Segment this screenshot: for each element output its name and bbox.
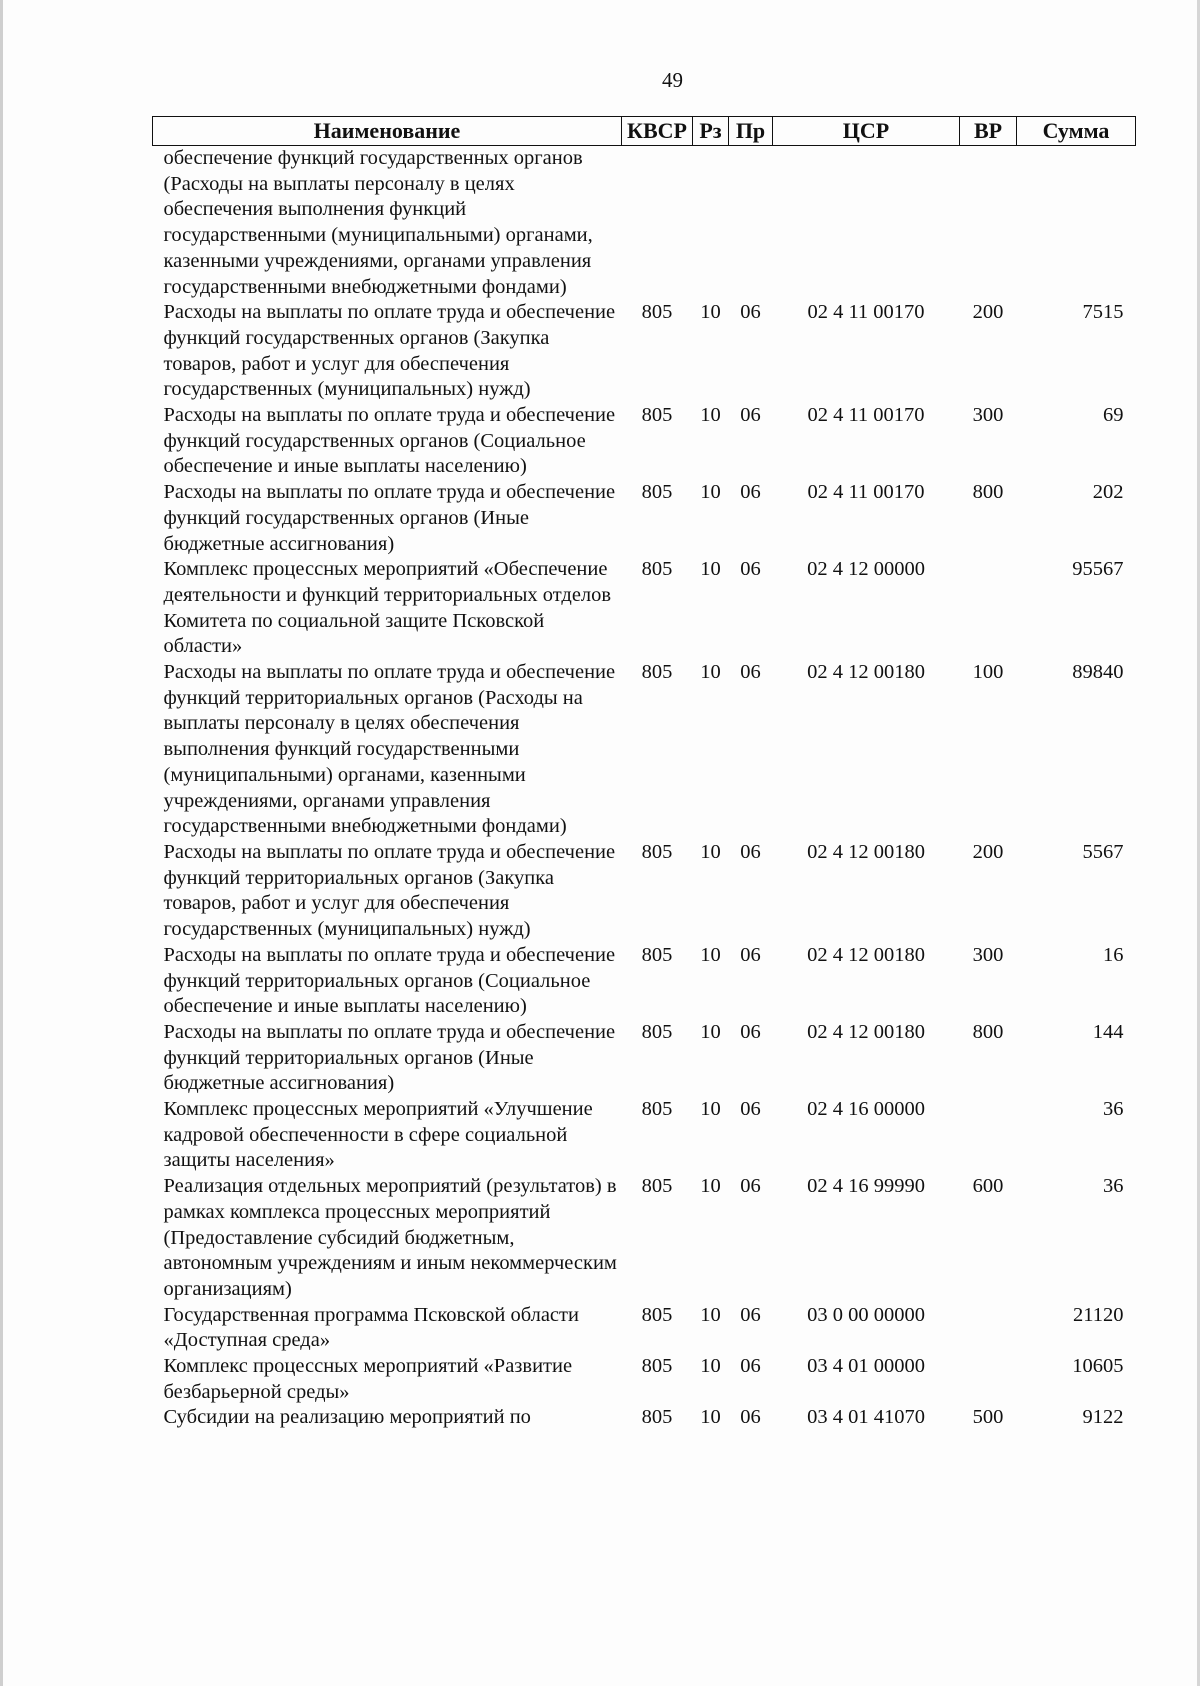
cell-rz: 10 [700, 1303, 721, 1326]
header-sum: Сумма [1017, 117, 1136, 146]
cell-vr: 800 [972, 1020, 1004, 1043]
cell-rz: 10 [700, 404, 721, 427]
cell-name: Расходы на выплаты по оплате труда и обеспечение функций территориальных органов (Расходы на выплаты персоналу в целях обеспечения выполнения функций государственными (муниципальными) органами, казенными учреждениями, органами управления государственными внебюджетными фондами) [163, 661, 616, 838]
cell-sum: 144 [1092, 1020, 1124, 1043]
cell-kvsr: 805 [641, 1303, 673, 1326]
cell-pr: 06 [740, 943, 761, 966]
cell-vr [960, 1303, 1017, 1354]
cell-name: Расходы на выплаты по оплате труда и обеспечение функций государственных органов (Иные бюджетные ассигнования) [163, 481, 616, 555]
cell-kvsr: 805 [641, 1355, 673, 1378]
table-row [153, 1354, 1136, 1405]
cell-csr: 02 4 12 00180 [807, 1020, 925, 1043]
cell-sum: 89840 [1072, 661, 1124, 684]
cell-name: Государственная программа Псковской области «Доступная среда» [163, 1303, 579, 1352]
cell-name: Расходы на выплаты по оплате труда и обеспечение функций территориальных органов (Закупка товаров, работ и услуг для обеспечения государственных (муниципальных) нужд) [163, 840, 616, 941]
cell-csr: 02 4 12 00180 [807, 943, 925, 966]
cell-vr: 100 [972, 661, 1004, 684]
cell-vr [960, 146, 1017, 301]
cell-sum: 10605 [1072, 1355, 1124, 1378]
cell-vr: 300 [972, 943, 1004, 966]
cell-pr: 06 [740, 1406, 761, 1429]
cell-name: Расходы на выплаты по оплате труда и обеспечение функций территориальных органов (Социальное обеспечение и иные выплаты населению) [163, 943, 616, 1018]
cell-kvsr: 805 [641, 1175, 673, 1198]
cell-rz: 10 [700, 301, 721, 324]
cell-kvsr: 805 [641, 1098, 673, 1121]
table-row [153, 480, 1136, 557]
table-row [153, 1097, 1136, 1174]
cell-vr [960, 557, 1017, 660]
table-row [153, 840, 1136, 943]
cell-vr [960, 1097, 1017, 1174]
table-row [153, 660, 1136, 840]
cell-csr: 02 4 12 00000 [807, 558, 925, 581]
cell-kvsr: 805 [641, 301, 673, 324]
cell-kvsr: 805 [641, 558, 673, 581]
budget-table [152, 116, 1136, 1431]
cell-pr: 06 [740, 558, 761, 581]
cell-rz: 10 [700, 840, 721, 863]
cell-name: Комплекс процессных мероприятий «Развитие безбарьерной среды» [163, 1355, 573, 1403]
cell-rz: 10 [700, 1406, 721, 1429]
cell-name: Реализация отдельных мероприятий (результатов) в рамках комплекса процессных мероприятий (Предоставление субсидий бюджетным, автономным учреждениям и иным некоммерческим организациям) [163, 1175, 617, 1300]
cell-csr [773, 146, 960, 301]
table-body [153, 146, 1136, 1432]
cell-sum [1017, 146, 1136, 301]
header-rz: Рз [693, 117, 729, 146]
cell-sum: 7515 [1082, 301, 1124, 324]
cell-vr: 200 [972, 840, 1004, 863]
cell-csr: 02 4 16 99990 [807, 1175, 925, 1198]
header-csr: ЦСР [773, 117, 960, 146]
cell-kvsr: 805 [641, 481, 673, 504]
cell-sum: 36 [1103, 1098, 1124, 1121]
cell-vr: 600 [972, 1175, 1004, 1198]
table-row [153, 1303, 1136, 1354]
scan-edge-left [0, 0, 3, 1686]
table-row [153, 557, 1136, 660]
cell-pr: 06 [740, 481, 761, 504]
cell-pr: 06 [740, 1175, 761, 1198]
cell-name: обеспечение функций государственных органов (Расходы на выплаты персоналу в целях обеспечения выполнения функций государственными (муниципальными) органами, казенными учреждениями, органами управления государственными внебюджетными фондами) [163, 147, 593, 298]
cell-kvsr: 805 [641, 1406, 673, 1429]
cell-pr: 06 [740, 840, 761, 863]
cell-kvsr: 805 [641, 840, 673, 863]
header-kvsr: КВСР [622, 117, 693, 146]
table-row [153, 1405, 1136, 1431]
header-vr: ВР [960, 117, 1017, 146]
cell-pr: 06 [740, 404, 761, 427]
table-row [153, 1174, 1136, 1303]
cell-vr: 500 [972, 1406, 1004, 1429]
cell-kvsr [622, 146, 693, 301]
cell-rz [693, 146, 729, 301]
cell-rz: 10 [700, 661, 721, 684]
cell-name: Расходы на выплаты по оплате труда и обеспечение функций территориальных органов (Иные бюджетные ассигнования) [163, 1020, 616, 1095]
cell-csr: 02 4 11 00170 [807, 481, 925, 504]
cell-name: Субсидии на реализацию мероприятий по [163, 1406, 531, 1429]
page-number: 49 [662, 68, 683, 92]
cell-sum: 5567 [1082, 840, 1124, 863]
cell-rz: 10 [700, 481, 721, 504]
budget-table-container [152, 116, 1135, 1431]
cell-vr: 200 [972, 301, 1004, 324]
cell-sum: 202 [1092, 481, 1124, 504]
cell-rz: 10 [700, 943, 721, 966]
cell-kvsr: 805 [641, 943, 673, 966]
table-row [153, 943, 1136, 1020]
cell-csr: 03 0 00 00000 [807, 1303, 925, 1326]
cell-csr: 02 4 11 00170 [807, 404, 925, 427]
cell-pr: 06 [740, 1020, 761, 1043]
table-row [153, 1020, 1136, 1097]
cell-pr: 06 [740, 1355, 761, 1378]
cell-kvsr: 805 [641, 1020, 673, 1043]
table-row [153, 403, 1136, 480]
cell-sum: 95567 [1072, 558, 1124, 581]
table-header-row [153, 117, 1136, 146]
cell-csr: 03 4 01 00000 [807, 1355, 925, 1378]
cell-rz: 10 [700, 1098, 721, 1121]
cell-csr: 02 4 12 00180 [807, 840, 925, 863]
cell-vr: 800 [972, 481, 1004, 504]
cell-rz: 10 [700, 558, 721, 581]
header-name: Наименование [153, 117, 622, 146]
table-row [153, 146, 1136, 301]
cell-rz: 10 [700, 1020, 721, 1043]
cell-kvsr: 805 [641, 661, 673, 684]
cell-vr: 300 [972, 404, 1004, 427]
cell-pr: 06 [740, 301, 761, 324]
cell-name: Комплекс процессных мероприятий «Обеспечение деятельности и функций территориальных отделов Комитета по социальной защите Псковской области» [163, 558, 612, 658]
cell-name: Расходы на выплаты по оплате труда и обеспечение функций государственных органов (Закупка товаров, работ и услуг для обеспечения государственных (муниципальных) нужд) [163, 301, 616, 401]
cell-csr: 02 4 16 00000 [807, 1098, 925, 1121]
cell-sum: 16 [1103, 943, 1124, 966]
cell-name: Комплекс процессных мероприятий «Улучшение кадровой обеспеченности в сфере социальной защиты населения» [163, 1098, 593, 1172]
cell-csr: 02 4 11 00170 [807, 301, 925, 324]
cell-pr [729, 146, 773, 301]
cell-kvsr: 805 [641, 404, 673, 427]
header-pr: Пр [729, 117, 773, 146]
cell-vr [960, 1354, 1017, 1405]
cell-pr: 06 [740, 661, 761, 684]
table-row [153, 300, 1136, 403]
cell-sum: 9122 [1082, 1406, 1124, 1429]
cell-csr: 02 4 12 00180 [807, 661, 925, 684]
cell-pr: 06 [740, 1303, 761, 1326]
cell-sum: 69 [1103, 404, 1124, 427]
cell-csr: 03 4 01 41070 [807, 1406, 925, 1429]
cell-sum: 21120 [1073, 1303, 1124, 1326]
cell-pr: 06 [740, 1098, 761, 1121]
cell-rz: 10 [700, 1175, 721, 1198]
cell-name: Расходы на выплаты по оплате труда и обеспечение функций государственных органов (Социальное обеспечение и иные выплаты населению) [163, 404, 616, 478]
cell-sum: 36 [1103, 1175, 1124, 1198]
cell-rz: 10 [700, 1355, 721, 1378]
